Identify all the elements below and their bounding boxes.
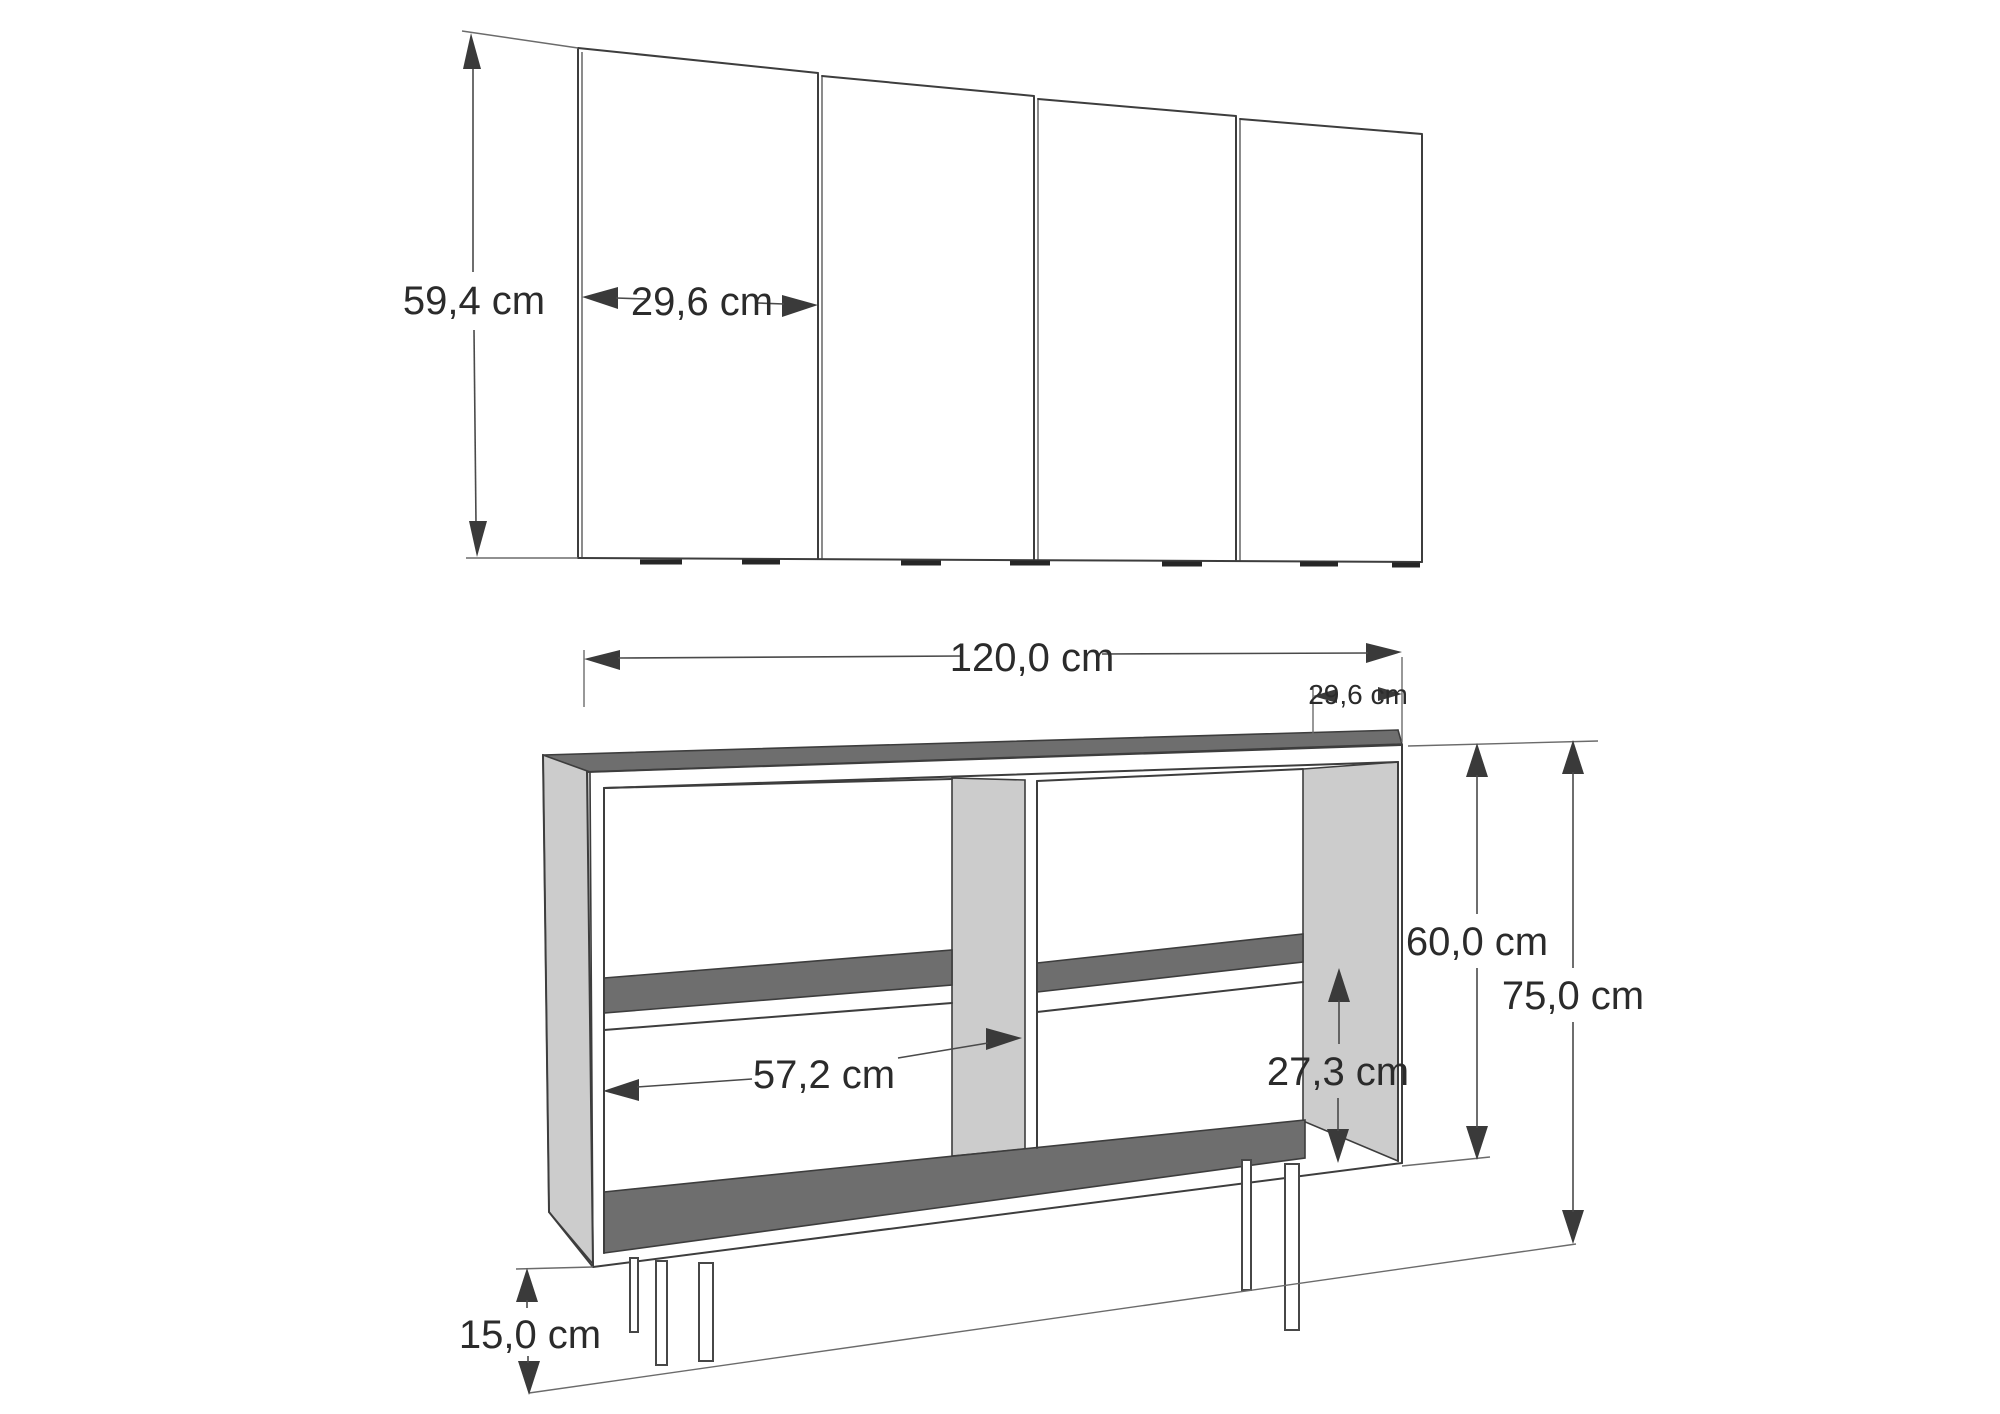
doors-elevation-view: [403, 31, 1422, 565]
arrowhead-up: [516, 1268, 538, 1302]
arrowhead-down: [1327, 1129, 1349, 1163]
dimension-label-door-height: 59,4 cm: [402, 279, 546, 323]
dimension-label-compartment-height: 27,3 cm: [1266, 1050, 1410, 1094]
arrowhead-left: [584, 650, 620, 670]
door-panel-top-edge: [578, 48, 818, 73]
dimension-label-total-height: 75,0 cm: [1501, 974, 1645, 1018]
dim-leg-height: [459, 1244, 1576, 1395]
door-panel-top-edge: [1038, 99, 1236, 116]
leg: [630, 1258, 638, 1332]
dimension-label-compartment-width: 57,2 cm: [752, 1053, 896, 1097]
dimension-label-body-height: 60,0 cm: [1405, 920, 1549, 964]
dim-door-width: [582, 280, 818, 324]
arrowhead-right: [782, 295, 818, 317]
dimension-label-door-width: 29,6 cm: [630, 280, 774, 324]
arrowhead-right: [1366, 643, 1402, 663]
dimension-line: [637, 1079, 752, 1087]
cabinet-shelf-left: [604, 950, 952, 1013]
door-bottom-edge: [578, 558, 1422, 562]
cabinet-right-panel: [1303, 762, 1398, 1161]
door-panel-top-edge: [1240, 119, 1422, 134]
dimension-label-cabinet-width: 120,0 cm: [949, 636, 1115, 680]
dimension-label-cabinet-depth: 29,6 cm: [1308, 679, 1408, 710]
arrowhead-left: [582, 287, 618, 309]
arrowhead-left: [603, 1079, 639, 1101]
dimension-line: [1102, 653, 1368, 654]
door-panel-top-edge: [822, 76, 1034, 96]
cabinet-left-panel: [543, 755, 593, 1264]
extension-line: [516, 1267, 593, 1269]
leg: [656, 1261, 667, 1365]
cabinet-middle-divider: [952, 778, 1025, 1156]
dim-body-height: [1402, 741, 1598, 1166]
cabinet-perspective-view: [459, 636, 1644, 1395]
extension-line: [1408, 741, 1598, 746]
arrowhead-down: [469, 521, 487, 557]
dim-door-height: [403, 31, 578, 558]
dim-cabinet-depth: [1308, 679, 1408, 734]
arrowhead-down: [1562, 1210, 1584, 1244]
leg: [699, 1263, 713, 1361]
arrowhead-down: [518, 1361, 540, 1395]
floor-reference-line: [529, 1244, 1576, 1393]
arrowhead-down: [1466, 1126, 1488, 1160]
leg: [1242, 1160, 1251, 1290]
dimension-line: [474, 330, 476, 524]
extension-line: [462, 31, 578, 48]
dimension-label-leg-height: 15,0 cm: [458, 1313, 602, 1357]
arrowhead-up: [1466, 743, 1488, 777]
dim-total-height: [1502, 740, 1644, 1244]
arrowhead-up: [1562, 740, 1584, 774]
cabinet-shelf-right: [1037, 934, 1303, 992]
arrowhead-up: [463, 33, 481, 69]
dim-cabinet-width: [584, 636, 1402, 742]
leg: [1285, 1164, 1299, 1330]
inner-top-edge-right: [1037, 769, 1303, 781]
dimension-line: [618, 656, 962, 658]
